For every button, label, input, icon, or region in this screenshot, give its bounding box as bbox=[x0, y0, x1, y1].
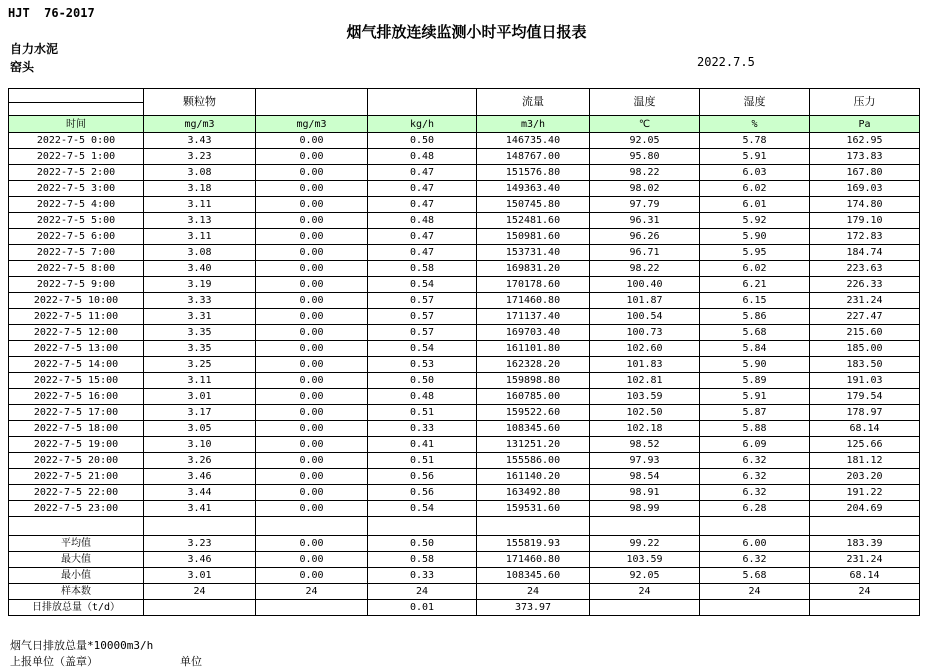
value-cell: 184.74 bbox=[810, 245, 920, 261]
value-cell: 0.54 bbox=[368, 341, 477, 357]
value-cell: 131251.20 bbox=[477, 437, 590, 453]
value-cell: 0.54 bbox=[368, 277, 477, 293]
table-row bbox=[9, 325, 920, 341]
value-cell: 3.05 bbox=[144, 421, 256, 437]
time-cell: 2022-7-5 17:00 bbox=[9, 405, 144, 421]
value-cell bbox=[368, 517, 477, 536]
table-row bbox=[9, 501, 920, 517]
summary-label-cell: 样本数 bbox=[9, 584, 144, 600]
spacer-row bbox=[9, 517, 920, 536]
value-cell: 6.32 bbox=[700, 453, 810, 469]
value-cell: 150745.80 bbox=[477, 197, 590, 213]
table-row bbox=[9, 245, 920, 261]
value-cell: 6.02 bbox=[700, 181, 810, 197]
value-cell: 151576.80 bbox=[477, 165, 590, 181]
value-cell: 6.03 bbox=[700, 165, 810, 181]
value-cell: 0.57 bbox=[368, 309, 477, 325]
value-cell: 6.32 bbox=[700, 552, 810, 568]
value-cell: 149363.40 bbox=[477, 181, 590, 197]
value-cell: 5.90 bbox=[700, 357, 810, 373]
value-cell: 3.31 bbox=[144, 309, 256, 325]
time-cell: 2022-7-5 21:00 bbox=[9, 469, 144, 485]
standard-code: HJT 76-2017 bbox=[8, 6, 95, 20]
value-cell: 150981.60 bbox=[477, 229, 590, 245]
value-cell: 0.48 bbox=[368, 389, 477, 405]
value-cell: 5.78 bbox=[700, 133, 810, 149]
value-cell: 159898.80 bbox=[477, 373, 590, 389]
value-cell: 96.71 bbox=[590, 245, 700, 261]
value-cell bbox=[810, 600, 920, 616]
time-cell: 2022-7-5 8:00 bbox=[9, 261, 144, 277]
table-row bbox=[9, 261, 920, 277]
value-cell: 100.40 bbox=[590, 277, 700, 293]
value-cell: 181.12 bbox=[810, 453, 920, 469]
value-cell: 0.00 bbox=[256, 453, 368, 469]
value-cell: 6.32 bbox=[700, 469, 810, 485]
value-cell: 223.63 bbox=[810, 261, 920, 277]
time-cell: 2022-7-5 19:00 bbox=[9, 437, 144, 453]
value-cell: 5.68 bbox=[700, 568, 810, 584]
table-row bbox=[9, 133, 920, 149]
value-cell: 102.81 bbox=[590, 373, 700, 389]
value-cell bbox=[144, 517, 256, 536]
report-table bbox=[8, 88, 920, 616]
station-name: 窑头 bbox=[10, 60, 35, 74]
value-cell: 102.50 bbox=[590, 405, 700, 421]
value-cell: 0.54 bbox=[368, 501, 477, 517]
value-cell: 3.46 bbox=[144, 552, 256, 568]
header-group-row bbox=[9, 89, 920, 103]
value-cell: 0.00 bbox=[256, 357, 368, 373]
value-cell: 97.93 bbox=[590, 453, 700, 469]
value-cell: 185.00 bbox=[810, 341, 920, 357]
value-cell: 101.83 bbox=[590, 357, 700, 373]
value-cell: 0.00 bbox=[256, 309, 368, 325]
value-cell: 3.44 bbox=[144, 485, 256, 501]
value-cell: 103.59 bbox=[590, 552, 700, 568]
value-cell: 169831.20 bbox=[477, 261, 590, 277]
company-name: 自力水泥 bbox=[10, 42, 59, 56]
table-row bbox=[9, 341, 920, 357]
table-row bbox=[9, 197, 920, 213]
time-cell: 2022-7-5 12:00 bbox=[9, 325, 144, 341]
value-cell: 226.33 bbox=[810, 277, 920, 293]
value-cell: 231.24 bbox=[810, 552, 920, 568]
value-cell: 178.97 bbox=[810, 405, 920, 421]
value-cell: 6.00 bbox=[700, 536, 810, 552]
value-cell: 98.91 bbox=[590, 485, 700, 501]
value-cell: 96.31 bbox=[590, 213, 700, 229]
value-cell: 170178.60 bbox=[477, 277, 590, 293]
value-cell: 5.89 bbox=[700, 373, 810, 389]
value-cell: 0.00 bbox=[256, 261, 368, 277]
table-row bbox=[9, 293, 920, 309]
value-cell: 155819.93 bbox=[477, 536, 590, 552]
value-cell bbox=[477, 517, 590, 536]
value-cell: 6.01 bbox=[700, 197, 810, 213]
unit-pa: Pa bbox=[810, 116, 920, 133]
value-cell: 161140.20 bbox=[477, 469, 590, 485]
value-cell: 163492.80 bbox=[477, 485, 590, 501]
value-cell: 3.33 bbox=[144, 293, 256, 309]
value-cell: 0.00 bbox=[256, 469, 368, 485]
value-cell: 0.57 bbox=[368, 325, 477, 341]
value-cell: 0.00 bbox=[256, 149, 368, 165]
unit-kgh: kg/h bbox=[368, 116, 477, 133]
value-cell: 0.57 bbox=[368, 293, 477, 309]
value-cell: 0.00 bbox=[256, 405, 368, 421]
value-cell: 68.14 bbox=[810, 421, 920, 437]
value-cell: 99.22 bbox=[590, 536, 700, 552]
value-cell: 0.00 bbox=[256, 325, 368, 341]
value-cell bbox=[144, 600, 256, 616]
value-cell: 169703.40 bbox=[477, 325, 590, 341]
header-pressure: 压力 bbox=[810, 89, 920, 116]
value-cell: 3.08 bbox=[144, 245, 256, 261]
value-cell: 125.66 bbox=[810, 437, 920, 453]
value-cell: 3.35 bbox=[144, 325, 256, 341]
value-cell: 3.13 bbox=[144, 213, 256, 229]
table-row bbox=[9, 437, 920, 453]
table-row bbox=[9, 405, 920, 421]
value-cell: 171460.80 bbox=[477, 293, 590, 309]
value-cell bbox=[590, 517, 700, 536]
value-cell: 100.73 bbox=[590, 325, 700, 341]
table-row bbox=[9, 469, 920, 485]
value-cell: 373.97 bbox=[477, 600, 590, 616]
header-corner-bottom bbox=[9, 103, 144, 116]
table-row bbox=[9, 277, 920, 293]
value-cell: 100.54 bbox=[590, 309, 700, 325]
value-cell: 5.86 bbox=[700, 309, 810, 325]
value-cell: 6.02 bbox=[700, 261, 810, 277]
value-cell bbox=[590, 600, 700, 616]
header-corner-top bbox=[9, 89, 144, 103]
value-cell: 0.58 bbox=[368, 552, 477, 568]
value-cell: 152481.60 bbox=[477, 213, 590, 229]
table-row bbox=[9, 213, 920, 229]
value-cell: 215.60 bbox=[810, 325, 920, 341]
time-cell: 2022-7-5 7:00 bbox=[9, 245, 144, 261]
unit-label: 单位 bbox=[180, 655, 202, 668]
unit-mgm3-2: mg/m3 bbox=[256, 116, 368, 133]
value-cell: 0.50 bbox=[368, 373, 477, 389]
value-cell: 0.47 bbox=[368, 229, 477, 245]
value-cell: 172.83 bbox=[810, 229, 920, 245]
summary-row bbox=[9, 552, 920, 568]
value-cell: 173.83 bbox=[810, 149, 920, 165]
value-cell: 5.91 bbox=[700, 389, 810, 405]
value-cell: 3.01 bbox=[144, 568, 256, 584]
value-cell: 0.00 bbox=[256, 277, 368, 293]
value-cell bbox=[256, 517, 368, 536]
value-cell: 101.87 bbox=[590, 293, 700, 309]
value-cell: 0.00 bbox=[256, 341, 368, 357]
report-date: 2022.7.5 bbox=[697, 55, 755, 69]
header-temperature: 温度 bbox=[590, 89, 700, 116]
time-cell: 2022-7-5 14:00 bbox=[9, 357, 144, 373]
value-cell: 108345.60 bbox=[477, 421, 590, 437]
table-body bbox=[9, 133, 920, 616]
value-cell: 0.47 bbox=[368, 181, 477, 197]
value-cell: 5.68 bbox=[700, 325, 810, 341]
value-cell: 0.33 bbox=[368, 568, 477, 584]
value-cell: 183.39 bbox=[810, 536, 920, 552]
page-title: 烟气排放连续监测小时平均值日报表 bbox=[346, 23, 587, 41]
value-cell: 0.41 bbox=[368, 437, 477, 453]
time-cell: 2022-7-5 20:00 bbox=[9, 453, 144, 469]
value-cell: 102.60 bbox=[590, 341, 700, 357]
value-cell: 24 bbox=[477, 584, 590, 600]
unit-percent: % bbox=[700, 116, 810, 133]
value-cell: 3.43 bbox=[144, 133, 256, 149]
time-cell: 2022-7-5 5:00 bbox=[9, 213, 144, 229]
value-cell: 98.02 bbox=[590, 181, 700, 197]
value-cell: 5.88 bbox=[700, 421, 810, 437]
value-cell: 98.52 bbox=[590, 437, 700, 453]
value-cell bbox=[700, 517, 810, 536]
time-cell: 2022-7-5 22:00 bbox=[9, 485, 144, 501]
value-cell: 0.00 bbox=[256, 293, 368, 309]
value-cell: 0.47 bbox=[368, 197, 477, 213]
value-cell: 191.03 bbox=[810, 373, 920, 389]
unit-m3h: m3/h bbox=[477, 116, 590, 133]
value-cell: 5.91 bbox=[700, 149, 810, 165]
summary-row bbox=[9, 568, 920, 584]
value-cell: 98.22 bbox=[590, 261, 700, 277]
value-cell: 204.69 bbox=[810, 501, 920, 517]
value-cell bbox=[256, 600, 368, 616]
time-cell: 2022-7-5 2:00 bbox=[9, 165, 144, 181]
value-cell: 92.05 bbox=[590, 568, 700, 584]
value-cell: 3.11 bbox=[144, 197, 256, 213]
summary-label-cell: 日排放总量（t/d） bbox=[9, 600, 144, 616]
value-cell: 146735.40 bbox=[477, 133, 590, 149]
value-cell: 6.15 bbox=[700, 293, 810, 309]
value-cell: 6.21 bbox=[700, 277, 810, 293]
value-cell: 191.22 bbox=[810, 485, 920, 501]
value-cell: 3.23 bbox=[144, 149, 256, 165]
value-cell: 96.26 bbox=[590, 229, 700, 245]
time-cell: 2022-7-5 3:00 bbox=[9, 181, 144, 197]
value-cell: 0.00 bbox=[256, 245, 368, 261]
value-cell: 0.00 bbox=[256, 229, 368, 245]
header-unit-row bbox=[9, 116, 920, 133]
header-col3 bbox=[256, 89, 368, 116]
value-cell: 3.46 bbox=[144, 469, 256, 485]
time-cell: 2022-7-5 10:00 bbox=[9, 293, 144, 309]
table-row bbox=[9, 165, 920, 181]
table-row bbox=[9, 485, 920, 501]
value-cell: 0.00 bbox=[256, 181, 368, 197]
value-cell: 0.00 bbox=[256, 389, 368, 405]
table-row bbox=[9, 373, 920, 389]
value-cell: 5.87 bbox=[700, 405, 810, 421]
time-cell: 2022-7-5 18:00 bbox=[9, 421, 144, 437]
value-cell: 159531.60 bbox=[477, 501, 590, 517]
value-cell: 24 bbox=[700, 584, 810, 600]
value-cell: 0.48 bbox=[368, 213, 477, 229]
unit-celsius: ℃ bbox=[590, 116, 700, 133]
value-cell: 0.00 bbox=[256, 373, 368, 389]
value-cell: 231.24 bbox=[810, 293, 920, 309]
unit-mgm3-1: mg/m3 bbox=[144, 116, 256, 133]
value-cell: 171137.40 bbox=[477, 309, 590, 325]
value-cell: 161101.80 bbox=[477, 341, 590, 357]
table-row bbox=[9, 421, 920, 437]
header-flow: 流量 bbox=[477, 89, 590, 116]
value-cell: 179.10 bbox=[810, 213, 920, 229]
summary-label-cell: 平均值 bbox=[9, 536, 144, 552]
header-humidity: 湿度 bbox=[700, 89, 810, 116]
value-cell: 6.32 bbox=[700, 485, 810, 501]
table-row bbox=[9, 309, 920, 325]
value-cell: 0.00 bbox=[256, 437, 368, 453]
table-row bbox=[9, 453, 920, 469]
value-cell: 24 bbox=[144, 584, 256, 600]
value-cell: 0.00 bbox=[256, 536, 368, 552]
time-cell: 2022-7-5 13:00 bbox=[9, 341, 144, 357]
value-cell: 3.40 bbox=[144, 261, 256, 277]
value-cell: 0.51 bbox=[368, 405, 477, 421]
value-cell: 0.50 bbox=[368, 536, 477, 552]
value-cell: 0.00 bbox=[256, 568, 368, 584]
value-cell: 0.00 bbox=[256, 552, 368, 568]
summary-label-cell: 最大值 bbox=[9, 552, 144, 568]
value-cell: 24 bbox=[810, 584, 920, 600]
value-cell: 0.48 bbox=[368, 149, 477, 165]
value-cell: 98.22 bbox=[590, 165, 700, 181]
value-cell: 171460.80 bbox=[477, 552, 590, 568]
value-cell: 203.20 bbox=[810, 469, 920, 485]
value-cell: 0.33 bbox=[368, 421, 477, 437]
value-cell: 5.95 bbox=[700, 245, 810, 261]
value-cell: 155586.00 bbox=[477, 453, 590, 469]
summary-row bbox=[9, 600, 920, 616]
table-row bbox=[9, 229, 920, 245]
value-cell: 3.25 bbox=[144, 357, 256, 373]
value-cell: 0.00 bbox=[256, 165, 368, 181]
value-cell: 5.92 bbox=[700, 213, 810, 229]
value-cell: 0.56 bbox=[368, 469, 477, 485]
summary-row bbox=[9, 536, 920, 552]
value-cell: 159522.60 bbox=[477, 405, 590, 421]
value-cell: 3.18 bbox=[144, 181, 256, 197]
value-cell: 0.01 bbox=[368, 600, 477, 616]
time-cell: 2022-7-5 9:00 bbox=[9, 277, 144, 293]
value-cell: 0.50 bbox=[368, 133, 477, 149]
value-cell: 153731.40 bbox=[477, 245, 590, 261]
value-cell: 0.56 bbox=[368, 485, 477, 501]
unit-time: 时间 bbox=[9, 116, 144, 133]
value-cell: 0.47 bbox=[368, 245, 477, 261]
value-cell: 3.26 bbox=[144, 453, 256, 469]
value-cell: 3.11 bbox=[144, 229, 256, 245]
value-cell: 98.54 bbox=[590, 469, 700, 485]
value-cell: 0.47 bbox=[368, 165, 477, 181]
value-cell: 108345.60 bbox=[477, 568, 590, 584]
value-cell: 160785.00 bbox=[477, 389, 590, 405]
value-cell: 227.47 bbox=[810, 309, 920, 325]
footer-note: 烟气日排放总量*10000m3/h bbox=[10, 639, 154, 652]
value-cell: 0.00 bbox=[256, 501, 368, 517]
table-row bbox=[9, 181, 920, 197]
value-cell bbox=[700, 600, 810, 616]
value-cell: 3.10 bbox=[144, 437, 256, 453]
time-cell: 2022-7-5 23:00 bbox=[9, 501, 144, 517]
value-cell: 3.19 bbox=[144, 277, 256, 293]
value-cell: 162328.20 bbox=[477, 357, 590, 373]
value-cell: 3.23 bbox=[144, 536, 256, 552]
value-cell: 103.59 bbox=[590, 389, 700, 405]
header-col4 bbox=[368, 89, 477, 116]
table-row bbox=[9, 389, 920, 405]
value-cell: 0.00 bbox=[256, 421, 368, 437]
value-cell: 98.99 bbox=[590, 501, 700, 517]
value-cell: 24 bbox=[590, 584, 700, 600]
value-cell: 169.03 bbox=[810, 181, 920, 197]
value-cell: 0.00 bbox=[256, 213, 368, 229]
table-row bbox=[9, 357, 920, 373]
value-cell: 95.80 bbox=[590, 149, 700, 165]
value-cell: 179.54 bbox=[810, 389, 920, 405]
summary-row bbox=[9, 584, 920, 600]
value-cell: 24 bbox=[368, 584, 477, 600]
value-cell: 5.90 bbox=[700, 229, 810, 245]
value-cell: 3.08 bbox=[144, 165, 256, 181]
value-cell: 174.80 bbox=[810, 197, 920, 213]
value-cell: 6.28 bbox=[700, 501, 810, 517]
value-cell: 162.95 bbox=[810, 133, 920, 149]
value-cell: 24 bbox=[256, 584, 368, 600]
value-cell: 102.18 bbox=[590, 421, 700, 437]
value-cell: 167.80 bbox=[810, 165, 920, 181]
summary-label-cell: 最小值 bbox=[9, 568, 144, 584]
value-cell bbox=[810, 517, 920, 536]
value-cell: 148767.00 bbox=[477, 149, 590, 165]
value-cell: 3.11 bbox=[144, 373, 256, 389]
value-cell: 183.50 bbox=[810, 357, 920, 373]
time-cell: 2022-7-5 6:00 bbox=[9, 229, 144, 245]
value-cell: 0.00 bbox=[256, 197, 368, 213]
time-cell: 2022-7-5 16:00 bbox=[9, 389, 144, 405]
value-cell: 0.00 bbox=[256, 133, 368, 149]
value-cell: 0.58 bbox=[368, 261, 477, 277]
table-row bbox=[9, 149, 920, 165]
empty-cell bbox=[9, 517, 144, 536]
time-cell: 2022-7-5 15:00 bbox=[9, 373, 144, 389]
value-cell: 0.00 bbox=[256, 485, 368, 501]
value-cell: 0.51 bbox=[368, 453, 477, 469]
time-cell: 2022-7-5 0:00 bbox=[9, 133, 144, 149]
value-cell: 3.35 bbox=[144, 341, 256, 357]
value-cell: 68.14 bbox=[810, 568, 920, 584]
header-particulate: 颗粒物 bbox=[144, 89, 256, 116]
report-unit-label: 上报单位（盖章） bbox=[10, 655, 98, 668]
value-cell: 3.17 bbox=[144, 405, 256, 421]
value-cell: 92.05 bbox=[590, 133, 700, 149]
value-cell: 97.79 bbox=[590, 197, 700, 213]
time-cell: 2022-7-5 11:00 bbox=[9, 309, 144, 325]
value-cell: 6.09 bbox=[700, 437, 810, 453]
time-cell: 2022-7-5 1:00 bbox=[9, 149, 144, 165]
value-cell: 0.53 bbox=[368, 357, 477, 373]
value-cell: 5.84 bbox=[700, 341, 810, 357]
value-cell: 3.01 bbox=[144, 389, 256, 405]
value-cell: 3.41 bbox=[144, 501, 256, 517]
time-cell: 2022-7-5 4:00 bbox=[9, 197, 144, 213]
